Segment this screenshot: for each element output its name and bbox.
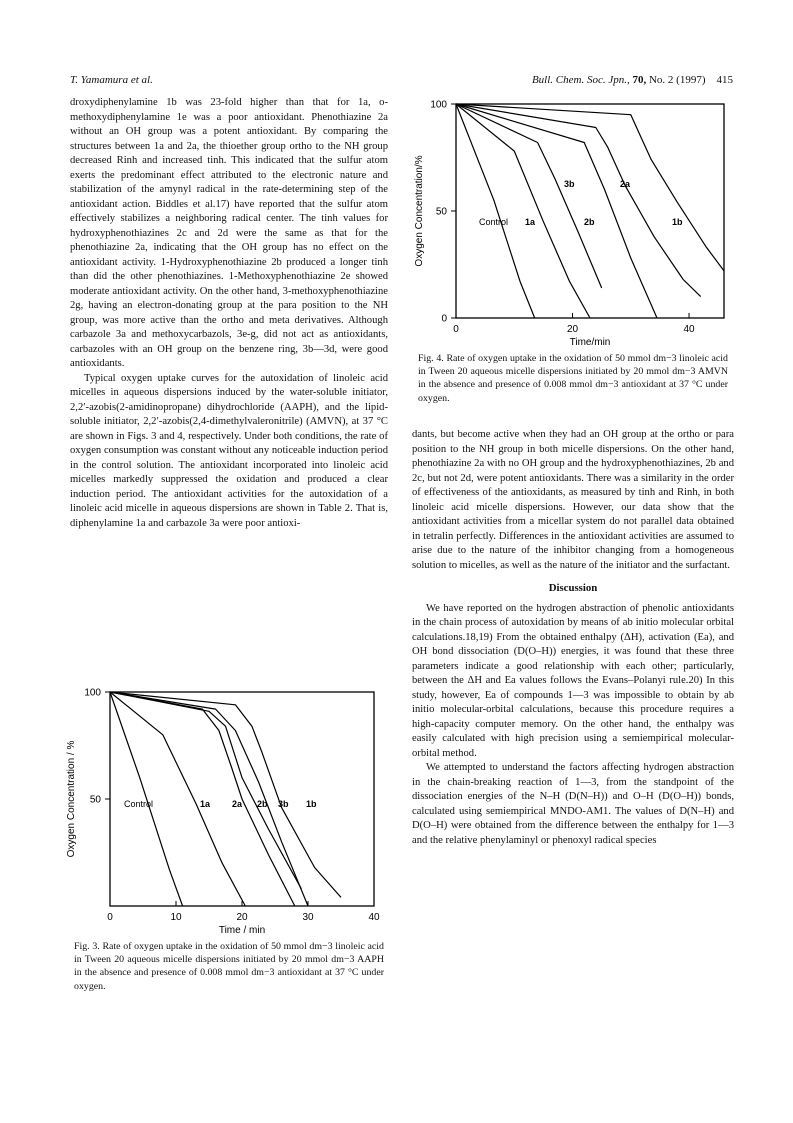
x-axis-label: Time / min: [218, 925, 266, 936]
series-label-3b: 3b: [564, 179, 575, 189]
right-column: [412, 428, 734, 848]
left-paragraph-1: droxydiphenylamine 1b was 23-fold higher than that for 1a, o-methoxydiphenylamine 1e was a poor antioxidant. Phenothiazine 2a without an OH group was a potent antioxidant. By comparing the structures between 1a and 2a, the thioether group ortho to the NH group decreased Rinh and increased tinh. This indicated that the sulfur atom exerts the predominant effect attributed to the electronic nature and stabilization of the amynyl radical in the rate-determining step of the antioxidant action. Biddles et al.17) have reported that the sulfur atom effectively stabilizes a neighboring radical center. The tinh values for hydroxyphenothiazines 2c and 2d were the same as that for the phenothiazine 2a, indicating that the OH group has no effect on the antioxidant activity. 1-Hydroxyphenothiazine 2b produced a longer tinh than did the other phenothiazines. 1-Methoxyphenothiazine 2e showed moderate antioxidant activity. On the other hand, 3-methoxyphenothiazine 2g, having an electron-donating group at the para position to the NH group, was more active than the ortho and meta derivatives. Although carbazole 3a and methoxycarbazols, 3e-g, did not act as antioxidants, carbazoles with an OH group on the benzene ring, 3b—3d, were good antioxidants.: [70, 97, 388, 369]
series-label-control: Control: [124, 799, 154, 809]
y-axis-label: Oxygen Concentration / %: [66, 740, 77, 858]
journal-volume: 70,: [632, 74, 647, 86]
x-axis-label: Time/min: [569, 337, 611, 348]
x-tick-label: 20: [236, 912, 248, 923]
series-line-3b: [456, 104, 602, 288]
left-paragraph-2: Typical oxygen uptake curves for the autoxidation of linoleic acid micelles in aqueous dispersions induced by the water-soluble initiator, 2,2′-azobis(2-amidinopropane) dihydrochloride (AAPH), and the lipid-soluble initiator, 2,2′-azobis(2,4-dimethylvaleronitrile) (AMVN), at 37 °C are shown in Figs. 3 and 4, respectively. Under both conditions, the rate of oxygen consumption was constant without any noticeable induction period in the control solution. The antioxidant incorporated into linoleic acid micelles markedly suppressed the oxidation and produced a clear induction period. The antioxidant activities for the autoxidation of a linoleic acid micelle in aqueous dispersions are shown in Table 2. That is, diphenylamine 1a and carbazole 3a were poor antioxi-: [70, 372, 388, 529]
left-column: [70, 96, 388, 531]
page-number: 415: [716, 74, 733, 86]
figure-3-caption: Fig. 3. Rate of oxygen uptake in the oxidation of 50 mmol dm−3 linoleic acid in Tween 20 aqueous micelle dispersions initiated by 20 mmol dm−3 AAPH in the absence and presence of 0.008 mmol dm−3 antioxidant at 37 °C under oxygen.: [74, 941, 384, 992]
y-tick-label: 50: [435, 206, 447, 218]
x-tick-label: 0: [107, 912, 113, 923]
figure-4-chart: [412, 96, 734, 354]
x-tick-label: 0: [453, 324, 459, 335]
y-tick-label: 100: [84, 687, 101, 699]
right-paragraph-2: We have reported on the hydrogen abstraction of phenolic antioxidants in the chain process of autoxidation by means of ab initio molecular orbital calculations.18,19) From the obtained enthalpy (ΔH), activation (Ea), and OH bond dissociation (D(O–H)) energies, it was found that these three parameters indicate a good relationship with each other; particularly, between the ΔH and Ea values follows the Evans–Polanyi rule.20) In this study, however, Ea of compounds 1—3 was impossible to obtain by ab initio molecular-orbital calculations, because this procedure requires a high-capacity computer memory. On the other hand, the enthalpy was easily calculated with high precision using a semiempirical molecular-orbital method.: [412, 602, 734, 759]
x-tick-label: 20: [566, 324, 579, 335]
x-tick-label: 30: [302, 912, 314, 923]
series-label-2a: 2a: [620, 179, 631, 189]
series-label-1a: 1a: [525, 217, 536, 227]
figure-4-caption: Fig. 4. Rate of oxygen uptake in the oxidation of 50 mmol dm−3 linoleic acid in Tween 20 aqueous micelle dispersions initiated by 20 mmol dm−3 AMVN in the absence and presence of 0.008 mmol dm−3 antioxidant at 37 °C under oxygen.: [418, 353, 728, 404]
y-tick-label: 50: [89, 794, 101, 806]
journal-issue: No. 2 (1997): [648, 74, 706, 86]
series-label-2b: 2b: [584, 217, 595, 227]
figure-3-chart: [58, 680, 394, 942]
y-tick-label: 0: [441, 313, 447, 325]
journal-name: Bull. Chem. Soc. Jpn.,: [531, 74, 630, 86]
series-label-1a: 1a: [200, 799, 211, 809]
series-label-3b: 3b: [278, 799, 289, 809]
series-label-2a: 2a: [232, 799, 243, 809]
right-paragraph-3: We attempted to understand the factors affecting hydrogen abstraction in the chain-breaking reaction of 1—3, from the standpoint of the dissociation energies of the N–H (D(N–H)) and O–H (D(O–H)) bonds, calculated using semiempirical MNDO-AM1. The values of D(N–H) and D(O–H) were obtained from the difference between the enthalpy for 1—3 and the relative phenylaminyl or phenoxyl radical species: [412, 762, 734, 846]
x-tick-label: 40: [368, 912, 380, 923]
series-label-control: Control: [479, 217, 509, 227]
x-tick-label: 10: [170, 912, 182, 923]
running-header-authors: T. Yamamura et al.: [70, 74, 153, 86]
series-label-2b: 2b: [257, 799, 268, 809]
y-tick-label: 100: [430, 99, 447, 111]
series-line-1b: [456, 104, 724, 271]
running-header-journal: [532, 74, 733, 86]
y-axis-label: Oxygen Concentration/%: [414, 155, 425, 267]
right-paragraph-1: dants, but become active when they had an OH group at the ortho or para position to the NH group in both micelle dispersions. On the other hand, phenothiazine 2a with no OH group and the hydroxyphenothiazines, 2b and 2c, but not 2d, were potent antioxidants. There was a similarity in the order of effectiveness of the antioxidants, as measured by tinh and Rinh, in both linoleic acid micelle dispersions. However, our data show that the antioxidant activities from a micellar system do not parallel data obtained in tetralin perfectly. Differences in the antioxidant activities are assumed to arise due to the nature of the inhibitor changing from a homogeneous solution to micelles, as well as the nature of the initiator and the surfactant.: [412, 429, 734, 571]
series-label-1b: 1b: [306, 799, 317, 809]
x-tick-label: 40: [683, 324, 695, 335]
series-line-2b: [110, 692, 301, 889]
series-label-1b: 1b: [672, 217, 683, 227]
section-heading-discussion: Discussion: [548, 582, 598, 594]
series-line-2b: [456, 104, 657, 318]
